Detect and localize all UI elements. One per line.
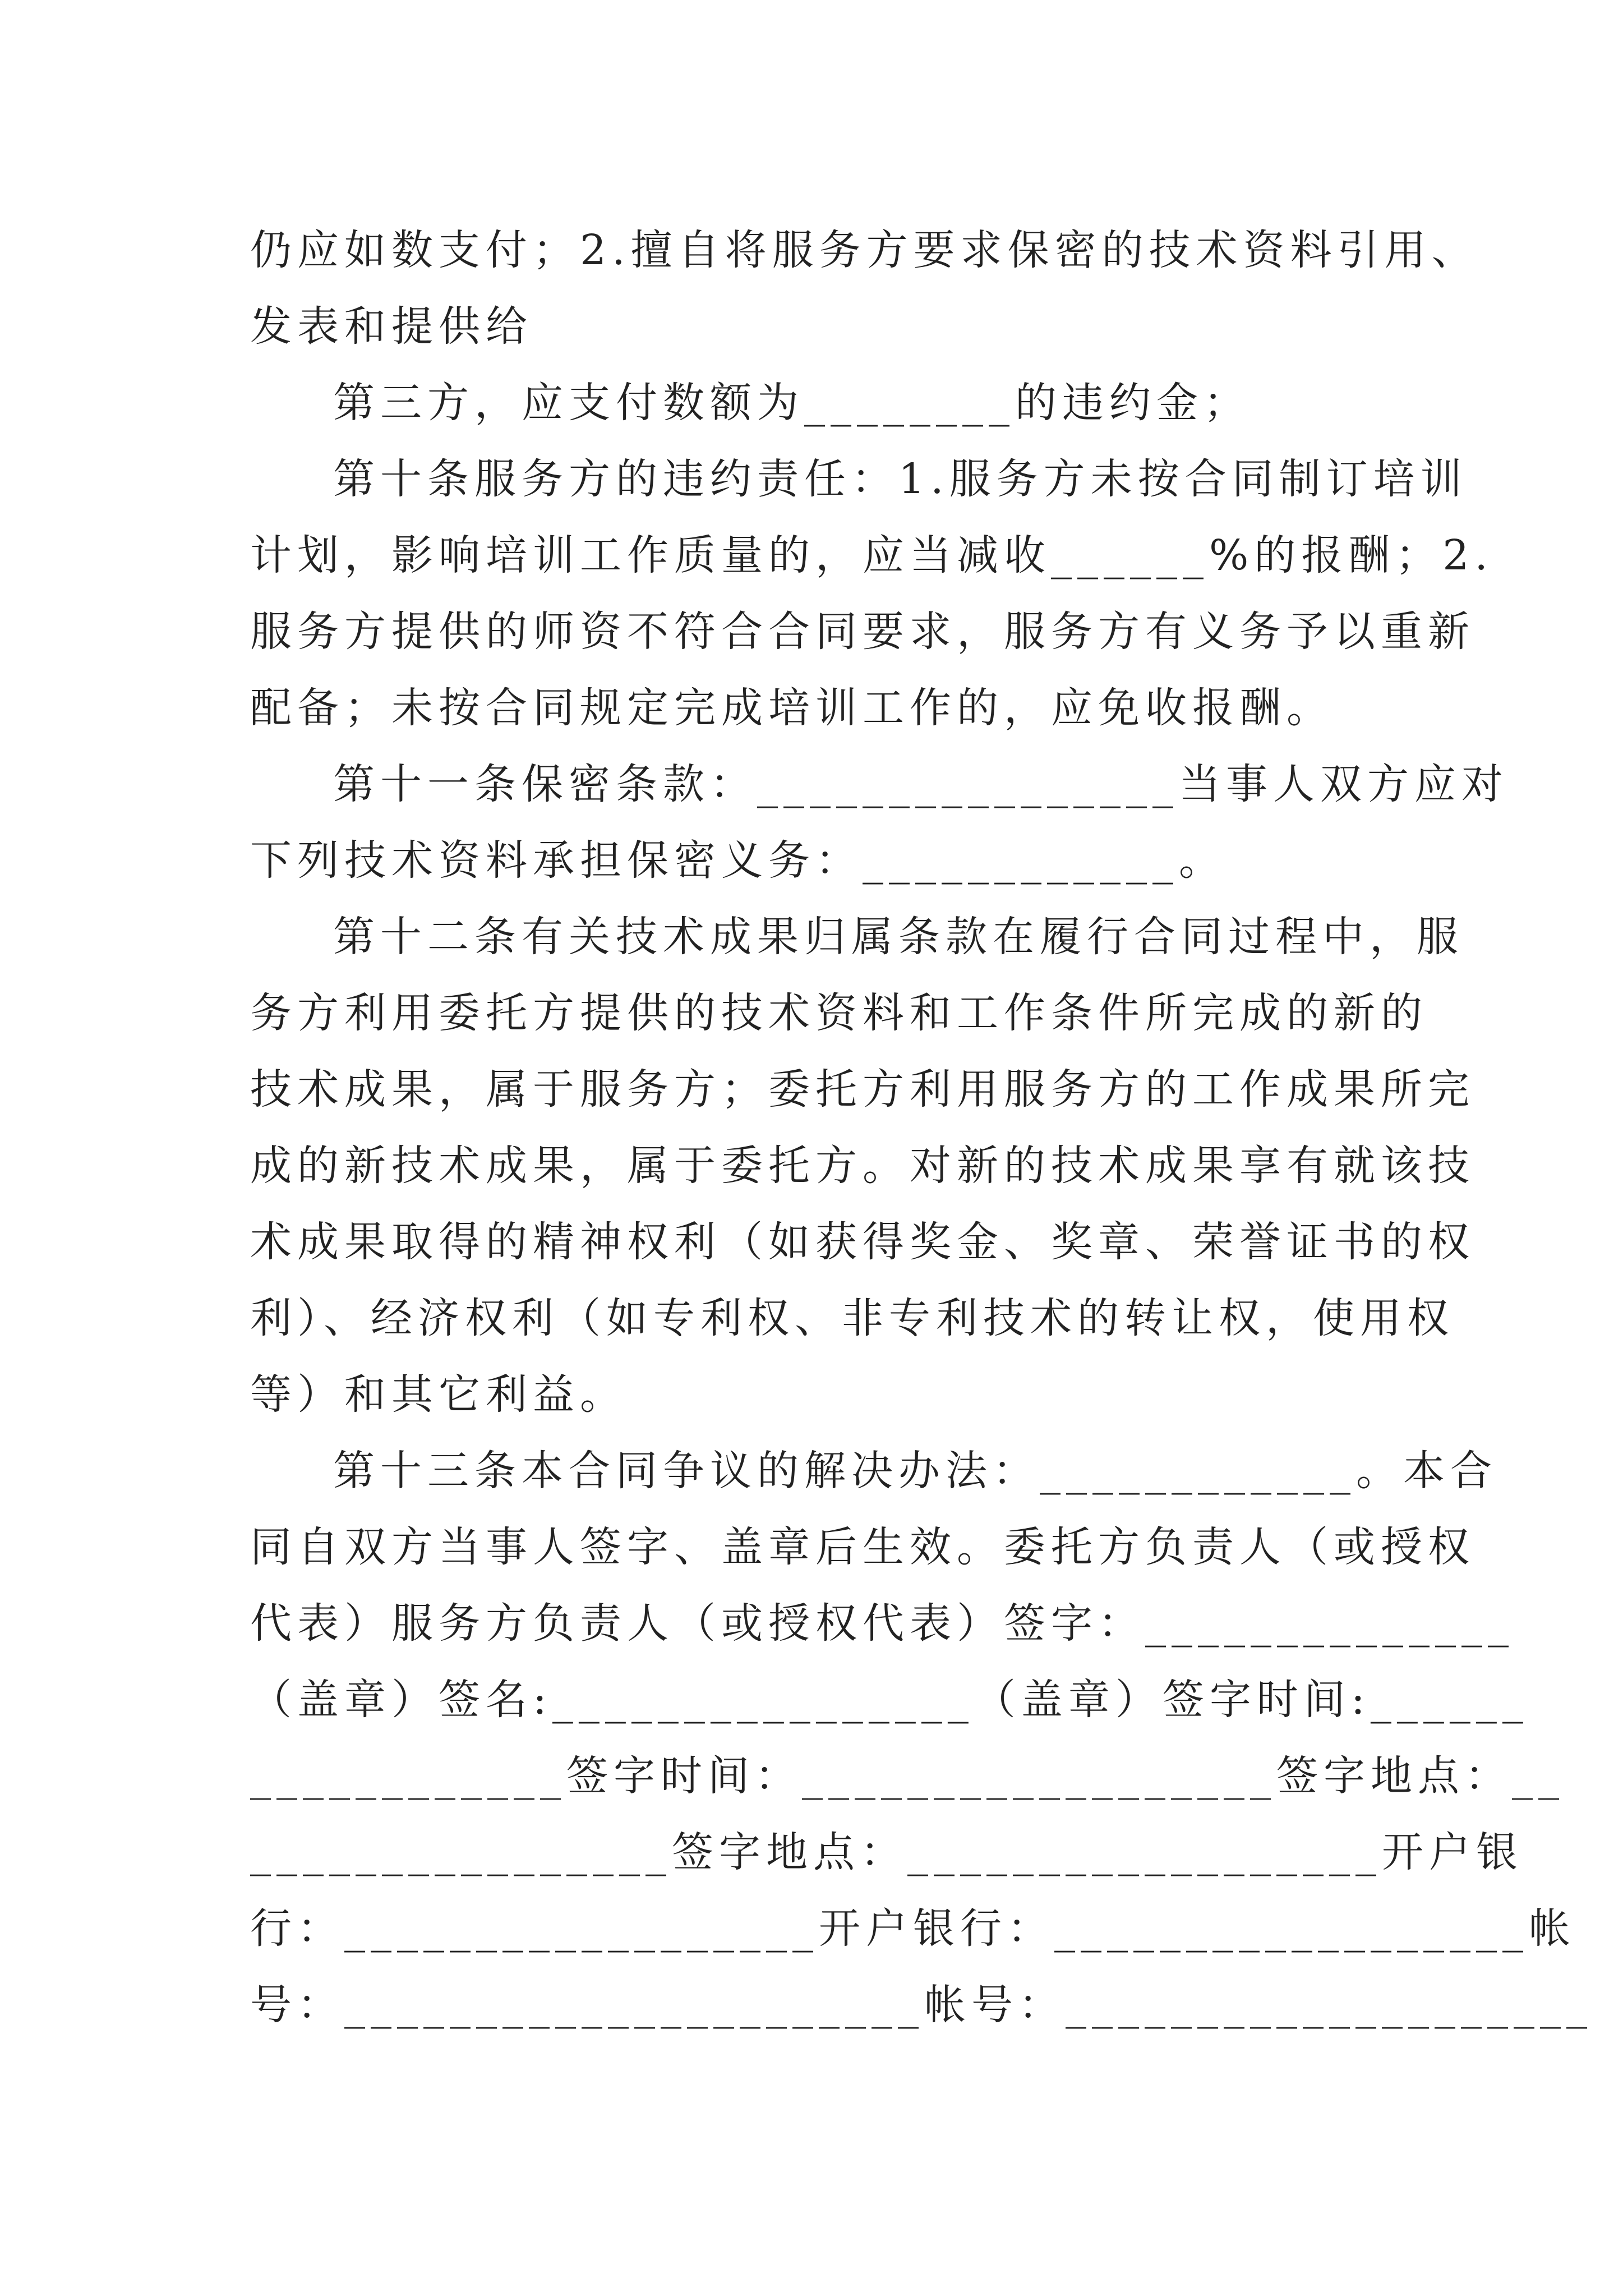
text-line: 技术成果，属于服务方；委托方利用服务方的工作成果所完 xyxy=(250,1065,1475,1114)
text-line: 术成果取得的精神权利（如获得奖金、奖章、荣誉证书的权 xyxy=(250,1218,1475,1266)
text-line: ________________签字地点：__________________开户银 xyxy=(250,1828,1523,1876)
text-line: （盖章）签名:________________（盖章）签字时间:______ xyxy=(250,1676,1529,1724)
text-line: 等）和其它利益。 xyxy=(250,1370,627,1419)
text-line: 发表和提供给 xyxy=(250,302,533,351)
text-line: 第十二条有关技术成果归属条款在履行合同过程中，服 xyxy=(333,913,1464,961)
text-line: 务方利用委托方提供的技术资料和工作条件所完成的新的 xyxy=(250,989,1428,1037)
contract-text xyxy=(250,212,1593,2043)
text-line: 仍应如数支付；2.擅自将服务方要求保密的技术资料引用、 xyxy=(250,226,1479,274)
text-line: 服务方提供的师资不符合合同要求，服务方有义务予以重新 xyxy=(250,608,1475,656)
text-line: 第三方，应支付数额为________的违约金； xyxy=(333,379,1251,427)
text-line: 第十条服务方的违约责任：1.服务方未按合同制订培训 xyxy=(333,455,1468,503)
text-line: 下列技术资料承担保密义务：____________。 xyxy=(250,836,1226,885)
text-line: 号：______________________帐号：____________________ xyxy=(250,1981,1593,2029)
text-line: ____________签字时间：__________________签字地点：__ xyxy=(250,1752,1565,1800)
text-line: 第十一条保密条款：________________当事人双方应对 xyxy=(333,760,1509,808)
text-line: 配备；未按合同规定完成培训工作的，应免收报酬。 xyxy=(250,684,1334,732)
text-line: 行：__________________开户银行：__________________帐 xyxy=(250,1904,1576,1953)
text-line: 代表）服务方负责人（或授权代表）签字：______________ xyxy=(250,1599,1514,1648)
text-line: 同自双方当事人签字、盖章后生效。委托方负责人（或授权 xyxy=(250,1523,1475,1571)
text-line: 计划，影响培训工作质量的，应当减收______%的报酬；2. xyxy=(250,531,1493,579)
text-line: 利）、经济权利（如专利权、非专利技术的转让权，使用权 xyxy=(250,1294,1454,1342)
text-line: 第十三条本合同争议的解决办法：____________。本合 xyxy=(333,1447,1497,1495)
text-line: 成的新技术成果，属于委托方。对新的技术成果享有就该技 xyxy=(250,1142,1475,1190)
